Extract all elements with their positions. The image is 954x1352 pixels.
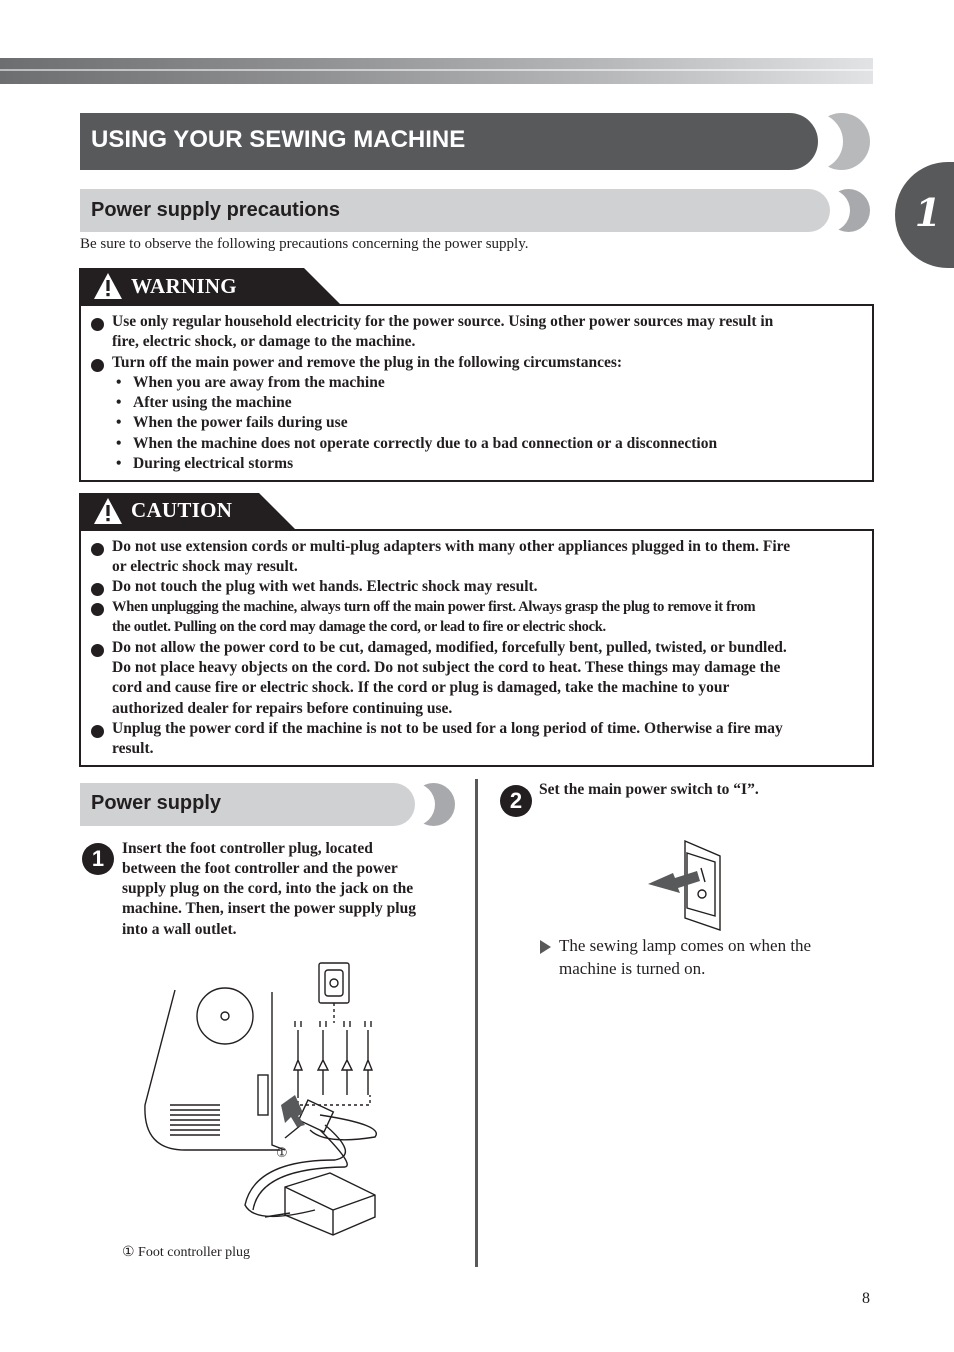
step-1-text-line: machine. Then, insert the power supply plug [122,900,416,917]
caution-text-line: or electric shock may result. [112,558,298,575]
power-supply-title: Power supply [91,792,222,814]
caution-triangle-icon [93,497,123,525]
bullet-icon [91,725,104,738]
power-switch-illustration [645,838,725,933]
switch-on-symbol: I [699,883,700,884]
warning-sub-item: When the machine does not operate correctly due to a bad connection or a disconnection [133,435,718,452]
caution-text-line: When unplugging the machine, always turn off the main power first. Always grasp the plug to remove it from [112,599,756,615]
bullet-icon [91,359,104,372]
result-text-line: The sewing lamp comes on when the [559,936,812,955]
caution-text-line: authorized dealer for repairs before continuing use. [112,700,453,717]
sub-bullet-icon: • [116,394,122,411]
sub-bullet-icon: • [116,374,122,391]
warning-text-line: Turn off the main power and remove the plug in the following circumstances: [112,354,623,371]
step-2-text: Set the main power switch to “I”. [539,781,759,798]
step-2-badge: 2 [500,785,532,817]
step-1-text-line: Insert the foot controller plug, located [122,840,373,857]
bullet-icon [91,583,104,596]
warning-triangle-icon [93,272,123,300]
page-number: 8 [862,1290,870,1307]
caution-text-line: cord and cause fire or electric shock. If the cord or plug is damaged, take the machine to your [112,679,730,696]
chapter-number: 1 [914,190,942,235]
header-stripe [0,58,873,84]
step-1-text-line: into a wall outlet. [122,921,237,938]
caution-text-line: the outlet. Pulling on the cord may damage the cord, or lead to fire or electric shock. [112,619,606,635]
foot-controller-illustration [135,955,395,1240]
column-divider [475,779,478,1267]
step-1-text-line: between the foot controller and the power [122,860,398,877]
callout-marker: ① [276,1146,288,1161]
warning-sub-item: When you are away from the machine [133,374,385,391]
subsection-title: Power supply precautions [91,199,340,221]
sub-bullet-icon: • [116,455,122,472]
caution-text-line: Do not allow the power cord to be cut, damaged, modified, forcefully bent, pulled, twisted, or bundled. [112,639,787,656]
intro-text: Be sure to observe the following precautions concerning the power supply. [80,236,529,252]
section-title: USING YOUR SEWING MACHINE [91,126,466,153]
caution-text-line: result. [112,740,154,757]
warning-sub-item: During electrical storms [133,455,294,472]
caution-text-line: Unplug the power cord if the machine is not to be used for a long period of time. Otherwise a fire may [112,720,783,737]
result-arrow-icon [540,940,551,954]
caution-text-line: Do not place heavy objects on the cord. Do not subject the cord to heat. These things may damage the [112,659,781,676]
caution-text-line: Do not touch the plug with wet hands. Electric shock may result. [112,578,538,595]
warning-sub-item: After using the machine [133,394,292,411]
warning-label: WARNING [131,274,237,298]
bullet-icon [91,318,104,331]
bullet-icon [91,644,104,657]
switch-off-symbol: O [699,898,700,899]
caution-text-line: Do not use extension cords or multi-plug adapters with many other appliances plugged in to them. Fire [112,538,791,555]
sub-bullet-icon: • [116,414,122,431]
bullet-icon [91,603,104,616]
sub-bullet-icon: • [116,435,122,452]
step-1-text-line: supply plug on the cord, into the jack on the [122,880,414,897]
warning-text-line: fire, electric shock, or damage to the machine. [112,333,416,350]
warning-text-line: Use only regular household electricity for the power source. Using other power sources may result in [112,313,774,330]
caution-label: CAUTION [131,498,233,522]
bullet-icon [91,543,104,556]
step-1-badge: 1 [82,843,114,875]
figure-caption: ① Foot controller plug [122,1245,251,1260]
result-text-line: machine is turned on. [559,959,706,978]
warning-sub-item: When the power fails during use [133,414,348,431]
